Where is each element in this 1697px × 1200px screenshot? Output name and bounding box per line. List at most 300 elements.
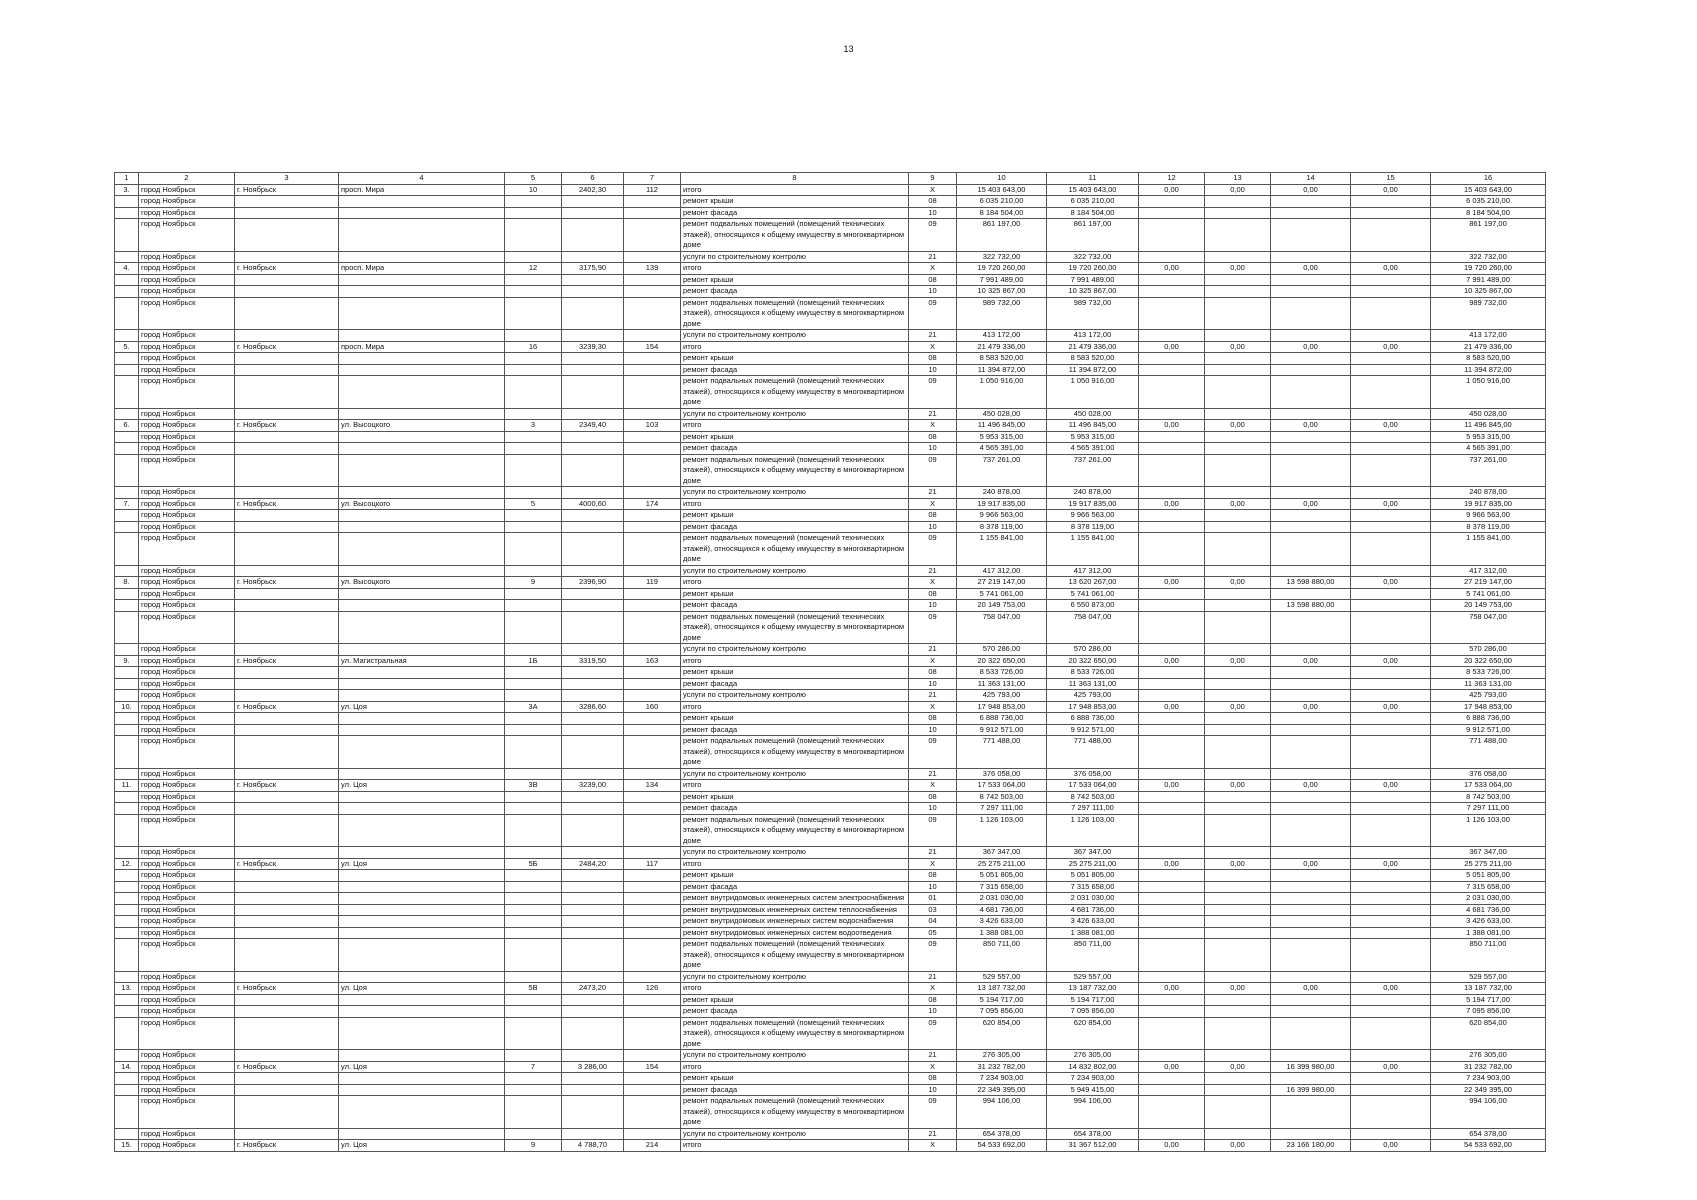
cell-code: X — [909, 780, 957, 792]
table-row — [115, 701, 1546, 713]
cell-c16: 240 878,00 — [1431, 487, 1546, 499]
cell-city — [235, 454, 339, 487]
cell-area — [562, 487, 624, 499]
table-row — [115, 330, 1546, 342]
cell-total: 425 793,00 — [957, 690, 1047, 702]
cell-house — [505, 533, 562, 566]
cell-residents — [624, 1128, 681, 1140]
header-cell-5: 5 — [505, 173, 562, 185]
cell-c15: 0,00 — [1351, 1140, 1431, 1152]
cell-c16: 1 050 916,00 — [1431, 376, 1546, 409]
cell-residents — [624, 364, 681, 376]
cell-c11: 4 681 736,00 — [1047, 904, 1139, 916]
cell-municipality: город Ноябрьск — [139, 565, 235, 577]
cell-municipality: город Ноябрьск — [139, 713, 235, 725]
cell-residents: 139 — [624, 263, 681, 275]
cell-house — [505, 893, 562, 905]
cell-municipality: город Ноябрьск — [139, 916, 235, 928]
cell-c12 — [1139, 1084, 1205, 1096]
cell-num — [115, 521, 139, 533]
cell-street — [339, 791, 505, 803]
cell-area: 2402,30 — [562, 184, 624, 196]
cell-residents — [624, 847, 681, 859]
cell-c15 — [1351, 207, 1431, 219]
table-row — [115, 588, 1546, 600]
cell-area — [562, 364, 624, 376]
cell-area — [562, 881, 624, 893]
cell-municipality: город Ноябрьск — [139, 611, 235, 644]
cell-num — [115, 881, 139, 893]
cell-num — [115, 1073, 139, 1085]
cell-c11: 13 187 732,00 — [1047, 983, 1139, 995]
cell-total: 17 533 064,00 — [957, 780, 1047, 792]
cell-c11: 1 155 841,00 — [1047, 533, 1139, 566]
cell-street — [339, 644, 505, 656]
cell-municipality: город Ноябрьск — [139, 1096, 235, 1129]
cell-code: 10 — [909, 1084, 957, 1096]
cell-num — [115, 870, 139, 882]
cell-street — [339, 667, 505, 679]
cell-total: 620 854,00 — [957, 1017, 1047, 1050]
cell-c15 — [1351, 330, 1431, 342]
cell-c13 — [1205, 196, 1271, 208]
cell-c16: 22 349 395,00 — [1431, 1084, 1546, 1096]
cell-area — [562, 565, 624, 577]
cell-total: 5 953 315,00 — [957, 431, 1047, 443]
cell-c14: 0,00 — [1271, 858, 1351, 870]
cell-street: ул. Высоцкого — [339, 420, 505, 432]
header-cell-12: 12 — [1139, 173, 1205, 185]
cell-street — [339, 724, 505, 736]
cell-street — [339, 893, 505, 905]
cell-total: 11 363 131,00 — [957, 678, 1047, 690]
cell-house — [505, 510, 562, 522]
cell-c12 — [1139, 791, 1205, 803]
cell-c12 — [1139, 443, 1205, 455]
cell-work: ремонт фасада — [681, 364, 909, 376]
cell-c14 — [1271, 814, 1351, 847]
cell-street: ул. Цоя — [339, 780, 505, 792]
cell-c13 — [1205, 1128, 1271, 1140]
cell-c12: 0,00 — [1139, 858, 1205, 870]
cell-municipality: город Ноябрьск — [139, 184, 235, 196]
cell-c14 — [1271, 847, 1351, 859]
table-row — [115, 408, 1546, 420]
cell-municipality: город Ноябрьск — [139, 927, 235, 939]
cell-code: X — [909, 1140, 957, 1152]
cell-total: 10 325 867,00 — [957, 286, 1047, 298]
cell-work: ремонт фасада — [681, 286, 909, 298]
cell-work: ремонт крыши — [681, 1073, 909, 1085]
cell-house — [505, 487, 562, 499]
table-row — [115, 847, 1546, 859]
cell-c11: 6 550 873,00 — [1047, 600, 1139, 612]
cell-c12 — [1139, 1073, 1205, 1085]
cell-residents — [624, 1006, 681, 1018]
cell-residents: 163 — [624, 655, 681, 667]
cell-total: 758 047,00 — [957, 611, 1047, 644]
cell-c13 — [1205, 330, 1271, 342]
cell-num — [115, 1096, 139, 1129]
cell-c12 — [1139, 274, 1205, 286]
cell-c15: 0,00 — [1351, 341, 1431, 353]
table-row — [115, 219, 1546, 252]
table-row — [115, 498, 1546, 510]
cell-street — [339, 678, 505, 690]
cell-c13 — [1205, 1006, 1271, 1018]
cell-total: 7 234 903,00 — [957, 1073, 1047, 1085]
cell-residents — [624, 724, 681, 736]
cell-total: 8 583 520,00 — [957, 353, 1047, 365]
cell-municipality: город Ноябрьск — [139, 330, 235, 342]
cell-city: г. Ноябрьск — [235, 341, 339, 353]
cell-work: итого — [681, 498, 909, 510]
cell-city — [235, 713, 339, 725]
cell-city: г. Ноябрьск — [235, 498, 339, 510]
cell-code: 10 — [909, 521, 957, 533]
cell-total: 5 194 717,00 — [957, 994, 1047, 1006]
cell-city — [235, 881, 339, 893]
cell-c12: 0,00 — [1139, 1061, 1205, 1073]
cell-c11: 7 234 903,00 — [1047, 1073, 1139, 1085]
cell-c15 — [1351, 1006, 1431, 1018]
cell-area — [562, 1084, 624, 1096]
cell-street — [339, 939, 505, 972]
cell-area: 3286,60 — [562, 701, 624, 713]
cell-total: 989 732,00 — [957, 297, 1047, 330]
cell-c11: 850 711,00 — [1047, 939, 1139, 972]
table-row — [115, 487, 1546, 499]
cell-c11: 8 742 503,00 — [1047, 791, 1139, 803]
cell-c15: 0,00 — [1351, 420, 1431, 432]
cell-city — [235, 847, 339, 859]
cell-c13 — [1205, 814, 1271, 847]
cell-num — [115, 1084, 139, 1096]
cell-num — [115, 219, 139, 252]
cell-code: 08 — [909, 791, 957, 803]
cell-municipality: город Ноябрьск — [139, 274, 235, 286]
cell-street — [339, 690, 505, 702]
cell-house — [505, 881, 562, 893]
cell-c13: 0,00 — [1205, 1140, 1271, 1152]
cell-c11: 1 388 081,00 — [1047, 927, 1139, 939]
cell-c16: 5 194 717,00 — [1431, 994, 1546, 1006]
cell-residents — [624, 219, 681, 252]
cell-residents — [624, 274, 681, 286]
cell-num — [115, 690, 139, 702]
cell-municipality: город Ноябрьск — [139, 847, 235, 859]
cell-c15 — [1351, 600, 1431, 612]
cell-house — [505, 768, 562, 780]
cell-house — [505, 286, 562, 298]
cell-num — [115, 904, 139, 916]
cell-city: г. Ноябрьск — [235, 701, 339, 713]
table-row — [115, 858, 1546, 870]
cell-house — [505, 1006, 562, 1018]
cell-code: 10 — [909, 443, 957, 455]
cell-c14: 0,00 — [1271, 780, 1351, 792]
cell-street: ул. Магистральная — [339, 655, 505, 667]
cell-residents — [624, 1096, 681, 1129]
table-row — [115, 611, 1546, 644]
cell-total: 17 948 853,00 — [957, 701, 1047, 713]
cell-c15 — [1351, 881, 1431, 893]
table-row — [115, 565, 1546, 577]
cell-c12 — [1139, 678, 1205, 690]
cell-code: 21 — [909, 768, 957, 780]
cell-c11: 5 953 315,00 — [1047, 431, 1139, 443]
cell-work: ремонт подвальных помещений (помещений технических этажей), относящихся к общему имуществу в многоквартирном доме — [681, 376, 909, 409]
cell-area — [562, 870, 624, 882]
cell-c14 — [1271, 454, 1351, 487]
cell-house: 5 — [505, 498, 562, 510]
cell-code: 10 — [909, 207, 957, 219]
cell-c15 — [1351, 533, 1431, 566]
cell-street — [339, 994, 505, 1006]
cell-num — [115, 600, 139, 612]
cell-house — [505, 713, 562, 725]
cell-municipality: город Ноябрьск — [139, 736, 235, 769]
cell-area: 2396,90 — [562, 577, 624, 589]
cell-c14 — [1271, 1073, 1351, 1085]
cell-c14 — [1271, 286, 1351, 298]
cell-code: 09 — [909, 736, 957, 769]
cell-c13: 0,00 — [1205, 184, 1271, 196]
cell-house — [505, 353, 562, 365]
cell-residents: 160 — [624, 701, 681, 713]
cell-c12: 0,00 — [1139, 184, 1205, 196]
cell-total: 240 878,00 — [957, 487, 1047, 499]
cell-c14: 0,00 — [1271, 420, 1351, 432]
table-row — [115, 791, 1546, 803]
cell-municipality: город Ноябрьск — [139, 443, 235, 455]
cell-code: 21 — [909, 251, 957, 263]
cell-residents — [624, 196, 681, 208]
cell-house: 3А — [505, 701, 562, 713]
cell-code: 09 — [909, 376, 957, 409]
table-row — [115, 184, 1546, 196]
cell-c11: 8 583 520,00 — [1047, 353, 1139, 365]
cell-num — [115, 510, 139, 522]
cell-residents — [624, 927, 681, 939]
cell-code: 21 — [909, 487, 957, 499]
table-row — [115, 814, 1546, 847]
cell-c15 — [1351, 803, 1431, 815]
cell-municipality: город Ноябрьск — [139, 858, 235, 870]
table-row — [115, 803, 1546, 815]
cell-c13 — [1205, 353, 1271, 365]
cell-c11: 5 949 415,00 — [1047, 1084, 1139, 1096]
cell-street — [339, 1006, 505, 1018]
cell-c12 — [1139, 1128, 1205, 1140]
cell-c15 — [1351, 724, 1431, 736]
cell-house — [505, 870, 562, 882]
cell-code: 05 — [909, 927, 957, 939]
cell-total: 21 479 336,00 — [957, 341, 1047, 353]
cell-c11: 413 172,00 — [1047, 330, 1139, 342]
cell-c11: 11 394 872,00 — [1047, 364, 1139, 376]
cell-street — [339, 533, 505, 566]
cell-code: 21 — [909, 847, 957, 859]
cell-c13 — [1205, 971, 1271, 983]
cell-municipality: город Ноябрьск — [139, 297, 235, 330]
cell-municipality: город Ноябрьск — [139, 701, 235, 713]
cell-c15 — [1351, 1050, 1431, 1062]
cell-code: 09 — [909, 939, 957, 972]
cell-total: 771 488,00 — [957, 736, 1047, 769]
cell-total: 27 219 147,00 — [957, 577, 1047, 589]
cell-municipality: город Ноябрьск — [139, 1017, 235, 1050]
cell-c16: 850 711,00 — [1431, 939, 1546, 972]
cell-work: ремонт фасада — [681, 600, 909, 612]
cell-c12 — [1139, 1050, 1205, 1062]
table-row — [115, 443, 1546, 455]
cell-total: 19 720 260,00 — [957, 263, 1047, 275]
cell-c14: 0,00 — [1271, 701, 1351, 713]
cell-city — [235, 521, 339, 533]
cell-street — [339, 847, 505, 859]
cell-total: 9 966 563,00 — [957, 510, 1047, 522]
cell-house: 9 — [505, 577, 562, 589]
cell-c12 — [1139, 600, 1205, 612]
table-row — [115, 904, 1546, 916]
cell-code: 09 — [909, 611, 957, 644]
cell-residents — [624, 521, 681, 533]
cell-city — [235, 667, 339, 679]
cell-c13 — [1205, 870, 1271, 882]
cell-area — [562, 443, 624, 455]
cell-total: 8 184 504,00 — [957, 207, 1047, 219]
cell-area — [562, 297, 624, 330]
cell-residents: 112 — [624, 184, 681, 196]
table-row — [115, 286, 1546, 298]
cell-city — [235, 297, 339, 330]
cell-city — [235, 1017, 339, 1050]
cell-c13 — [1205, 667, 1271, 679]
cell-c15 — [1351, 510, 1431, 522]
table-row — [115, 454, 1546, 487]
cell-num — [115, 207, 139, 219]
cell-num: 11. — [115, 780, 139, 792]
cell-residents — [624, 431, 681, 443]
cell-municipality: город Ноябрьск — [139, 983, 235, 995]
cell-c12 — [1139, 803, 1205, 815]
table-row — [115, 577, 1546, 589]
cell-city: г. Ноябрьск — [235, 780, 339, 792]
cell-c12: 0,00 — [1139, 655, 1205, 667]
cell-c14: 23 166 180,00 — [1271, 1140, 1351, 1152]
cell-residents — [624, 353, 681, 365]
cell-residents — [624, 297, 681, 330]
cell-c12: 0,00 — [1139, 341, 1205, 353]
cell-total: 2 031 030,00 — [957, 893, 1047, 905]
cell-c16: 1 155 841,00 — [1431, 533, 1546, 566]
cell-c13: 0,00 — [1205, 577, 1271, 589]
cell-total: 8 742 503,00 — [957, 791, 1047, 803]
cell-c14 — [1271, 533, 1351, 566]
cell-c11: 529 557,00 — [1047, 971, 1139, 983]
cell-c12 — [1139, 408, 1205, 420]
cell-house — [505, 408, 562, 420]
cell-c11: 994 106,00 — [1047, 1096, 1139, 1129]
table-row — [115, 736, 1546, 769]
cell-c15 — [1351, 521, 1431, 533]
table-row — [115, 420, 1546, 432]
cell-city — [235, 533, 339, 566]
cell-street — [339, 521, 505, 533]
cell-num — [115, 791, 139, 803]
cell-c15 — [1351, 994, 1431, 1006]
cell-code: 10 — [909, 678, 957, 690]
cell-residents — [624, 1084, 681, 1096]
cell-work: итого — [681, 983, 909, 995]
cell-city — [235, 1128, 339, 1140]
cell-c14 — [1271, 274, 1351, 286]
cell-c12: 0,00 — [1139, 577, 1205, 589]
cell-municipality: город Ноябрьск — [139, 263, 235, 275]
cell-c13 — [1205, 994, 1271, 1006]
cell-city — [235, 768, 339, 780]
table-row — [115, 1096, 1546, 1129]
cell-c11: 7 315 658,00 — [1047, 881, 1139, 893]
cell-c15 — [1351, 286, 1431, 298]
cell-house — [505, 939, 562, 972]
cell-total: 7 095 856,00 — [957, 1006, 1047, 1018]
cell-c11: 570 286,00 — [1047, 644, 1139, 656]
header-cell-9: 9 — [909, 173, 957, 185]
cell-c13 — [1205, 736, 1271, 769]
cell-code: 21 — [909, 971, 957, 983]
cell-total: 322 732,00 — [957, 251, 1047, 263]
cell-street: просп. Мира — [339, 184, 505, 196]
cell-c14 — [1271, 251, 1351, 263]
cell-c14: 0,00 — [1271, 263, 1351, 275]
cell-num — [115, 353, 139, 365]
cell-code: 01 — [909, 893, 957, 905]
cell-street — [339, 927, 505, 939]
cell-work: ремонт фасада — [681, 1084, 909, 1096]
cell-area — [562, 713, 624, 725]
cell-c13 — [1205, 376, 1271, 409]
cell-code: 10 — [909, 881, 957, 893]
cell-total: 1 126 103,00 — [957, 814, 1047, 847]
cell-c11: 2 031 030,00 — [1047, 893, 1139, 905]
cell-area — [562, 927, 624, 939]
cell-work: ремонт фасада — [681, 443, 909, 455]
cell-c15 — [1351, 1084, 1431, 1096]
cell-c13 — [1205, 893, 1271, 905]
cell-work: итого — [681, 263, 909, 275]
cell-municipality: город Ноябрьск — [139, 364, 235, 376]
cell-c11: 21 479 336,00 — [1047, 341, 1139, 353]
cell-c15 — [1351, 487, 1431, 499]
cell-num — [115, 916, 139, 928]
cell-num — [115, 1050, 139, 1062]
cell-residents — [624, 690, 681, 702]
cell-c14 — [1271, 1096, 1351, 1129]
cell-num — [115, 994, 139, 1006]
cell-residents — [624, 904, 681, 916]
cell-c16: 31 232 782,00 — [1431, 1061, 1546, 1073]
cell-c11: 8 378 119,00 — [1047, 521, 1139, 533]
cell-work: услуги по строительному контролю — [681, 1128, 909, 1140]
cell-area — [562, 791, 624, 803]
cell-num — [115, 644, 139, 656]
cell-house — [505, 724, 562, 736]
cell-c14 — [1271, 510, 1351, 522]
cell-street: ул. Цоя — [339, 701, 505, 713]
cell-c15 — [1351, 364, 1431, 376]
